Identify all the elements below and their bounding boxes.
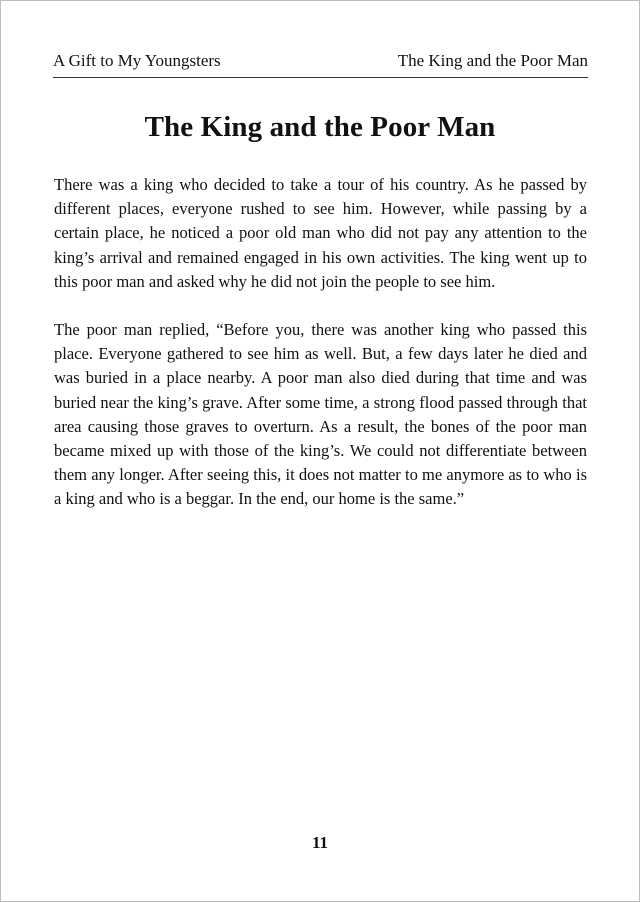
- story-paragraph: There was a king who decided to take a tour of his country. As he passed by different places, everyone rushed to see him. However, while passing by a certain place, he noticed a poor old man who did not pay any attention to the king’s arrival and remained engaged in his own activities. The king went up to this poor man and asked why he did not join the people to see him.: [54, 175, 587, 291]
- chapter-title: The King and the Poor Man: [397, 51, 588, 70]
- story-body: [54, 173, 587, 536]
- page-number: 11: [311, 833, 329, 852]
- book-title: A Gift to My Youngsters: [53, 51, 221, 70]
- story-title: The King and the Poor Man: [144, 111, 496, 143]
- running-header: [53, 51, 588, 78]
- story-paragraph: The poor man replied, “Before you, there was another king who passed this place. Everyone gathered to see him as well. But, a few days later he died and was buried in a place nearby. A poor man also died during that time and was buried near the king’s grave. After some time, a strong flood passed through that area causing those graves to overturn. As a result, the bones of the poor man became mixed up with those of the king’s. We could not differentiate between them any longer. After seeing this, it does not matter to me anymore as to who is a king and who is a beggar. In the end, our home is the same.”: [54, 320, 587, 509]
